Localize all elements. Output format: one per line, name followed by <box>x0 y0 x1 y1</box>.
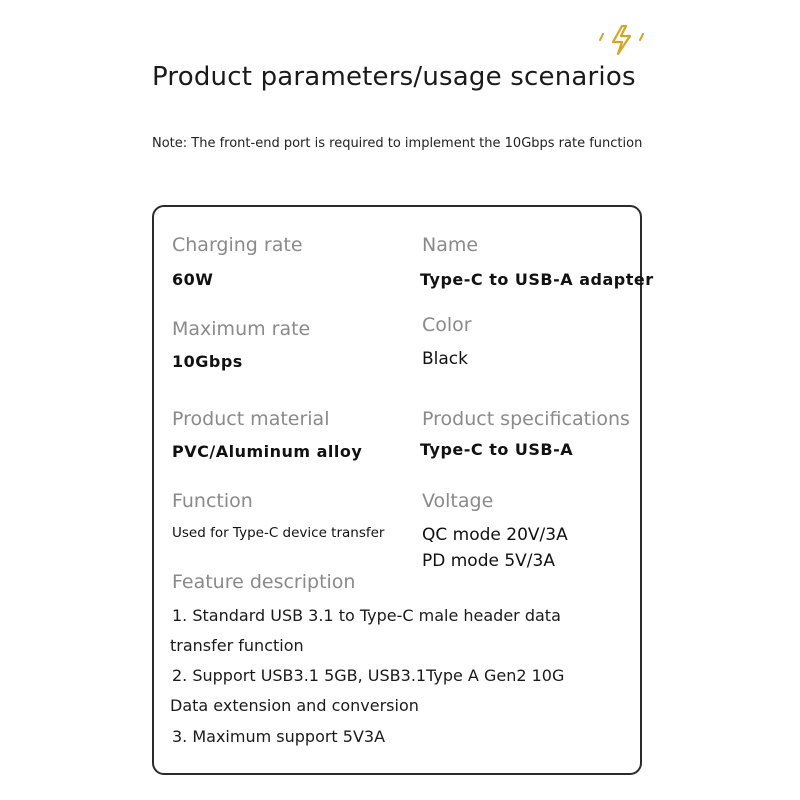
voltage-value-line1: QC mode 20V/3A <box>422 525 568 545</box>
page-title: Product parameters/usage scenarios <box>152 62 636 92</box>
maximum-rate-value: 10Gbps <box>172 352 243 371</box>
lightning-bolt-icon <box>596 22 650 56</box>
function-value: Used for Type-C device transfer <box>172 525 385 541</box>
feature-description-label: Feature description <box>172 571 356 593</box>
name-value: Type-C to USB-A adapter <box>420 270 654 289</box>
feature-line: transfer function <box>170 636 304 655</box>
charging-rate-value: 60W <box>172 270 214 289</box>
feature-line: 2. Support USB3.1 5GB, USB3.1Type A Gen2 10G <box>172 666 565 685</box>
feature-line: 3. Maximum support 5V3A <box>172 727 386 746</box>
feature-line: Data extension and conversion <box>170 696 419 715</box>
color-value: Black <box>422 349 468 369</box>
maximum-rate-label: Maximum rate <box>172 318 311 340</box>
feature-line: 1. Standard USB 3.1 to Type-C male header data <box>172 606 561 625</box>
voltage-value-line2: PD mode 5V/3A <box>422 551 555 571</box>
product-specifications-value: Type-C to USB-A <box>420 440 574 459</box>
name-label: Name <box>422 234 479 256</box>
product-specifications-label: Product specifications <box>422 408 630 430</box>
function-label: Function <box>172 490 253 512</box>
note-text: Note: The front-end port is required to implement the 10Gbps rate function <box>152 136 643 151</box>
product-material-value: PVC/Aluminum alloy <box>172 442 363 461</box>
product-material-label: Product material <box>172 408 330 430</box>
voltage-label: Voltage <box>422 490 494 512</box>
color-label: Color <box>422 314 472 336</box>
charging-rate-label: Charging rate <box>172 234 303 256</box>
